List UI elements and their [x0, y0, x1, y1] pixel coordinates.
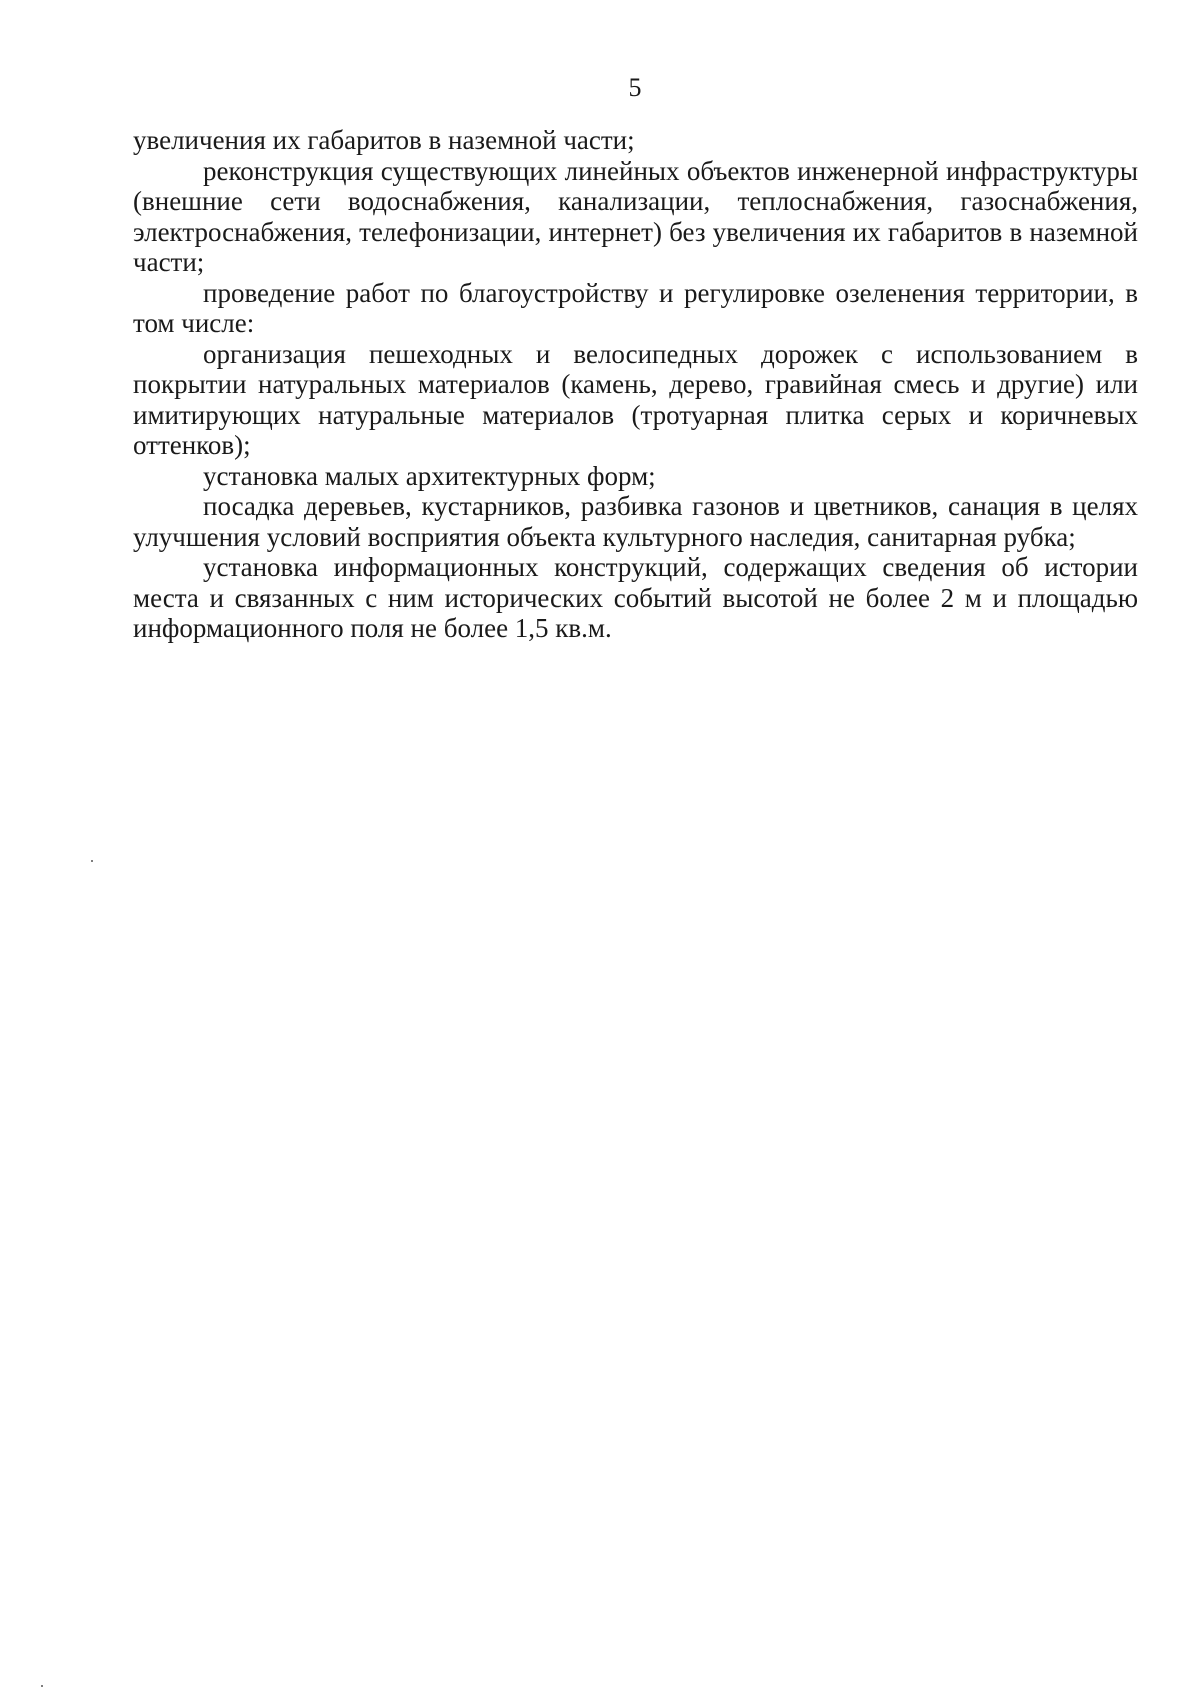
paragraph-planting: посадка деревьев, кустарников, разбивка газонов и цветников, санация в целях улучшения условий восприятия объекта культурного наследия, санитарная рубка; — [133, 491, 1138, 552]
paragraph-landscaping: проведение работ по благоустройству и регулировке озеленения территории, в том числе: — [133, 277, 1138, 338]
page-number: 5 — [628, 73, 642, 102]
scan-speck — [41, 1685, 43, 1687]
document-body — [133, 125, 1138, 644]
paragraph-reconstruction: реконструкция существующих линейных объектов инженерной инфраструктуры (внешние сети водоснабжения, канализации, теплоснабжения, газоснабжения, электроснабжения, телефонизации, интернет) без увеличения их габаритов в наземной части; — [133, 155, 1138, 277]
scan-speck — [91, 860, 93, 862]
paragraph-continuation: увеличения их габаритов в наземной части; — [133, 125, 635, 155]
paragraph-small-forms: установка малых архитектурных форм; — [203, 460, 656, 491]
paragraph-paths: организация пешеходных и велосипедных дорожек с использованием в покрытии натуральных материалов (камень, дерево, гравийная смесь и другие) или имитирующих натуральные материалов (тротуарная плитка серых и коричневых оттенков); — [133, 338, 1138, 460]
paragraph-info-structures: установка информационных конструкций, содержащих сведения об истории места и связанных с ним исторических событий высотой не более 2 м и площадью информационного поля не более 1,5 кв.м. — [133, 552, 1138, 643]
